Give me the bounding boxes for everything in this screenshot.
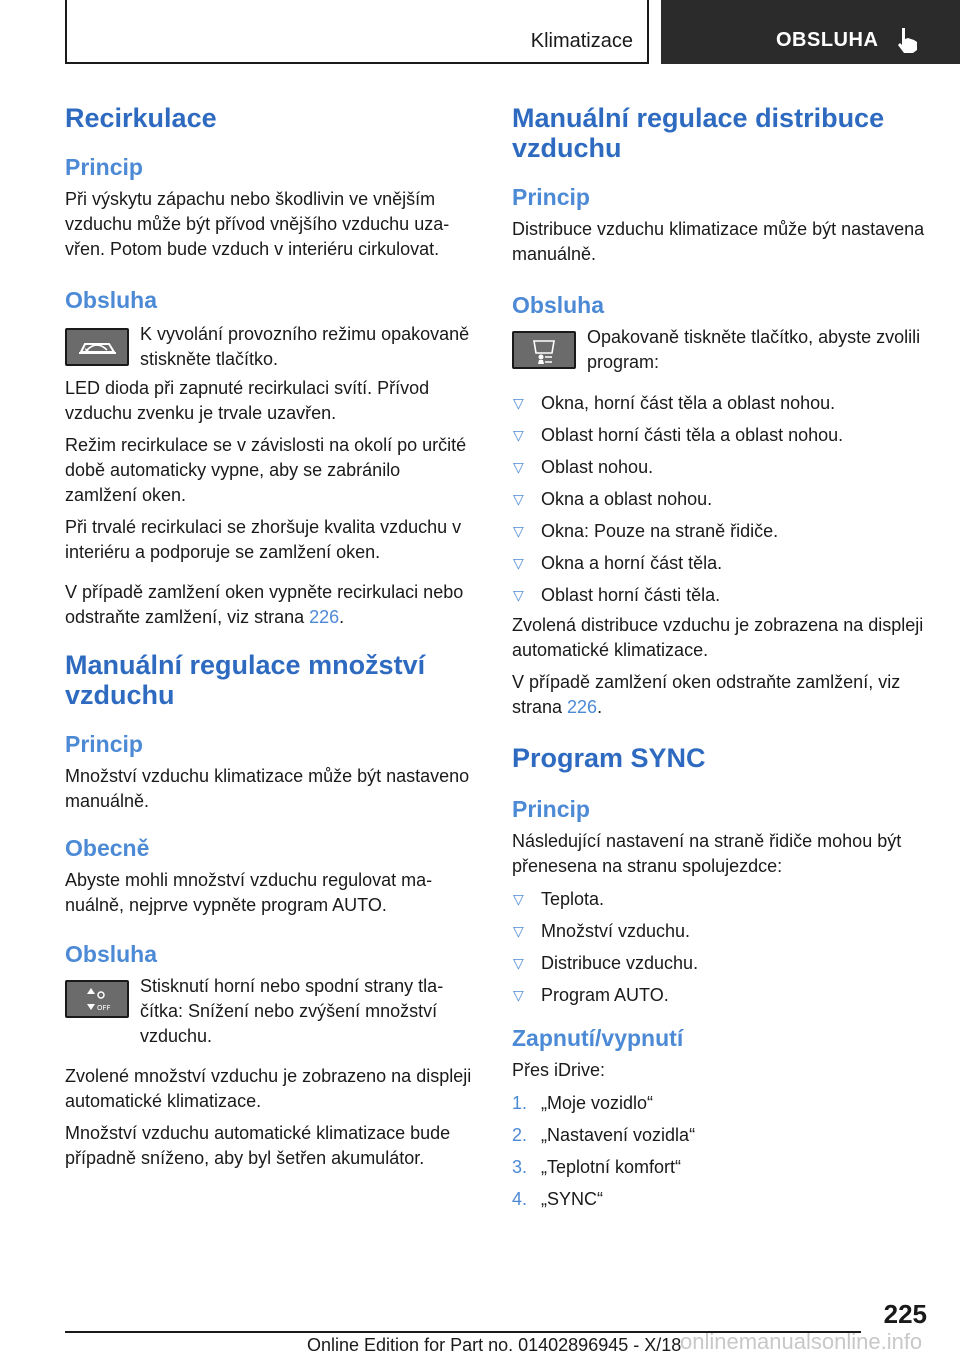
air-amount-instruction (65, 974, 477, 1049)
list-item-text: Okna: Pouze na straně řidiče. (541, 521, 779, 541)
paragraph: Zvolené množství vzduchu je zobrazeno na displeji automatické klimatizace. (65, 1066, 472, 1111)
triangle-bullet-icon: ▽ (513, 587, 524, 603)
header-section-box (65, 0, 649, 64)
watermark: onlinemanualsonline.info (680, 1329, 923, 1354)
right-column (512, 100, 932, 1219)
instruction-text: Stisknutí horní nebo spodní strany tlačítka: Snížení nebo zvýšení množství vzduchu. (140, 976, 444, 1046)
list-item (512, 1123, 932, 1148)
step-number: 3. (512, 1157, 528, 1177)
list-item-text: Okna a oblast nohou. (541, 489, 713, 509)
list-item (512, 391, 932, 416)
list-item-text: „Teplotní komfort“ (541, 1157, 682, 1177)
subheading-obsluha: Obsluha (65, 287, 158, 313)
paragraph: Při trvalé recirkulaci se zhoršuje kvalita vzduchu v interiéru a podporuje se zamlžení oken. (65, 517, 462, 562)
paragraph-text: V případě zamlžení oken vypněte recirkulaci nebo odstraňte zamlžení, viz strana (65, 582, 464, 627)
list-item-text: Program AUTO. (541, 985, 669, 1005)
triangle-bullet-icon: ▽ (513, 955, 524, 971)
subheading-princip: Princip (512, 184, 590, 210)
paragraph: Zvolená distribuce vzduchu je zobrazena na displeji automatické klimatizace. (512, 615, 924, 660)
paragraph (512, 670, 932, 720)
list-item (512, 887, 932, 912)
car-recirculation-icon (65, 328, 129, 366)
heading-mnozstvi: Manuální regulace množství vzduchu (65, 650, 426, 710)
paragraph-end: . (597, 697, 603, 717)
list-item (512, 487, 932, 512)
triangle-bullet-icon: ▽ (513, 395, 524, 411)
fan-air-amount-icon (65, 980, 129, 1018)
step-number: 1. (512, 1093, 528, 1113)
triangle-bullet-icon: ▽ (513, 427, 524, 443)
chapter-tab (661, 0, 960, 64)
paragraph: Distribuce vzduchu klimatizace může být nastavena manuálně. (512, 219, 925, 264)
list-item (512, 919, 932, 944)
subheading-zapnuti: Zapnutí/vypnutí (512, 1025, 684, 1051)
list-item (512, 583, 932, 608)
triangle-bullet-icon: ▽ (513, 987, 524, 1003)
paragraph: Přes iDrive: (512, 1060, 606, 1080)
list-item-text: Oblast nohou. (541, 457, 654, 477)
subheading-obsluha: Obsluha (512, 292, 605, 318)
paragraph (65, 580, 477, 630)
air-distribution-instruction (512, 325, 932, 375)
page-number: 225 (883, 1299, 927, 1329)
list-item (512, 1155, 932, 1180)
list-item-text: Teplota. (541, 889, 605, 909)
list-item-text: Oblast horní části těla. (541, 585, 721, 605)
sync-list (512, 887, 932, 1008)
list-item-text: Distribuce vzduchu. (541, 953, 699, 973)
list-item-text: Množství vzduchu. (541, 921, 691, 941)
left-column (65, 100, 477, 1171)
subheading-obecne: Obecně (65, 835, 150, 861)
chapter-tab-label: OBSLUHA (776, 29, 879, 51)
list-item-text: Okna, horní část těla a oblast nohou. (541, 393, 836, 413)
triangle-bullet-icon: ▽ (513, 459, 524, 475)
list-item-text: Okna a horní část těla. (541, 553, 723, 573)
list-item (512, 1091, 932, 1116)
instruction-text: K vyvolání provozního režimu opakovaně stiskněte tlačítko. (140, 324, 470, 369)
paragraph: Následující nastavení na straně řidiče mohou být přenesena na stranu spolujezdce: (512, 831, 902, 876)
subheading-princip: Princip (65, 154, 143, 180)
paragraph: Množství vzduchu klimatizace může být nastaveno manuálně. (65, 766, 470, 811)
page-link[interactable]: 226 (567, 697, 598, 717)
heading-sync: Program SYNC (512, 743, 706, 773)
heading-distribuce: Manuální regulace distribuce vzduchu (512, 103, 885, 163)
paragraph: Abyste mohli množství vzduchu regulovat manuálně, nejprve vypněte program AUTO. (65, 870, 433, 915)
triangle-bullet-icon: ▽ (513, 923, 524, 939)
paragraph-text: V případě zamlžení oken odstraňte zamlžení, viz strana (512, 672, 901, 717)
page-link[interactable]: 226 (309, 607, 340, 627)
list-item (512, 455, 932, 480)
subheading-princip: Princip (512, 796, 590, 822)
list-item (512, 551, 932, 576)
list-item-text: „SYNC“ (541, 1189, 603, 1209)
list-item (512, 423, 932, 448)
triangle-bullet-icon: ▽ (513, 891, 524, 907)
recirculation-instruction (65, 322, 477, 372)
subheading-princip: Princip (65, 731, 143, 757)
list-item (512, 1187, 932, 1212)
paragraph: Množství vzduchu automatické klimatizace bude případně sníženo, aby byl šetřen akumulátor. (65, 1123, 451, 1168)
list-item-text: „Moje vozidlo“ (541, 1093, 654, 1113)
paragraph: LED dioda při zapnuté recirkulaci svítí. Přívod vzduchu zvenku je trvale uzavřen. (65, 378, 430, 423)
paragraph-end: . (339, 607, 345, 627)
triangle-bullet-icon: ▽ (513, 523, 524, 539)
section-title: Klimatizace (530, 30, 633, 52)
idrive-steps (512, 1091, 932, 1212)
paragraph: Režim recirkulace se v závislosti na okolí po určité době automaticky vypne, aby se zabránilo zamlžení oken. (65, 435, 467, 505)
list-item (512, 983, 932, 1008)
list-item-text: „Nastavení vozidla“ (541, 1125, 696, 1145)
svg-text:OFF: OFF (97, 1004, 111, 1012)
list-item (512, 951, 932, 976)
paragraph: Při výskytu zápachu nebo škodlivin ve vnějším vzduchu může být přívod vnějšího vzduchu uzavřen. Potom bude vzduch v interiéru cirkulovat. (65, 189, 450, 259)
step-number: 4. (512, 1189, 528, 1209)
triangle-bullet-icon: ▽ (513, 555, 524, 571)
pointing-hand-icon (893, 26, 923, 54)
edition-note: Online Edition for Part no. 01402896945 - X/18 (307, 1335, 682, 1355)
heading-recirkulace: Recirkulace (65, 103, 217, 133)
step-number: 2. (512, 1125, 528, 1145)
subheading-obsluha: Obsluha (65, 941, 158, 967)
list-item (512, 519, 932, 544)
program-list (512, 391, 932, 608)
triangle-bullet-icon: ▽ (513, 491, 524, 507)
list-item-text: Oblast horní části těla a oblast nohou. (541, 425, 844, 445)
air-distribution-icon (512, 331, 576, 369)
instruction-text: Opakovaně tiskněte tlačítko, abyste zvolili program: (587, 327, 921, 372)
